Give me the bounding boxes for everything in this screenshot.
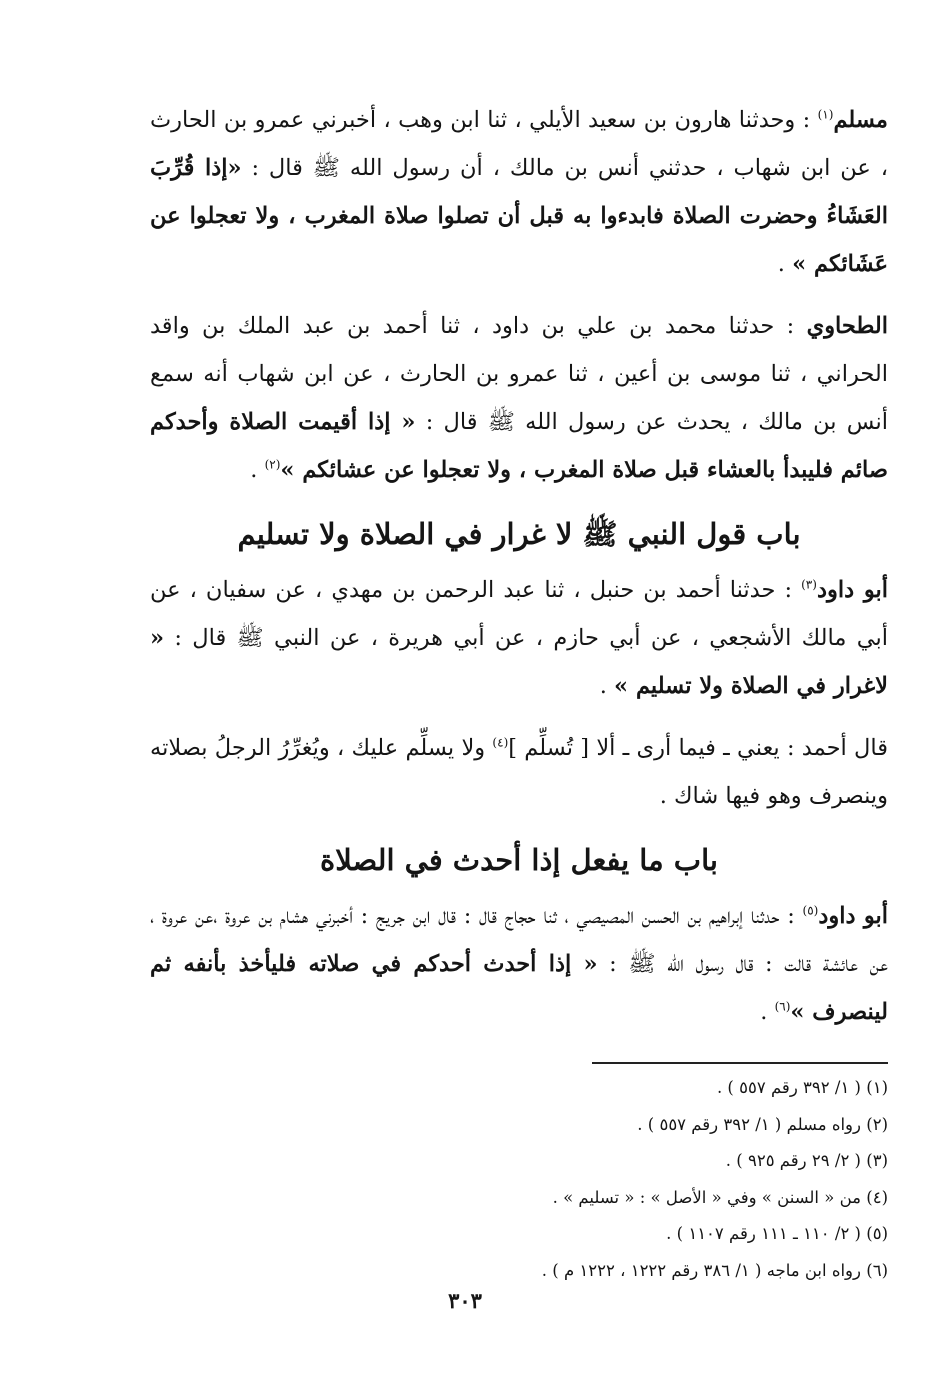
- hadith-quote: « إذا أقيمت الصلاة وأحدكم صائم فليبدأ بالعشاء قبل صلاة المغرب ، ولا تعجلوا عن عشائكم »: [150, 409, 888, 483]
- page-number: ٣٠٣: [448, 1288, 482, 1313]
- paragraph-end: .: [760, 999, 775, 1025]
- chapter-heading: باب ما يفعل إذا أحدث في الصلاة: [320, 843, 718, 877]
- isnad-text: : حدثنا محمد بن علي بن داود ، ثنا أحمد بن عبد الملك بن واقد الحراني ، ثنا موسى بن أعين ، ثنا عمرو بن الحارث ، عن ابن شهاب أنه سمع أنس بن مالك ، يحدث عن رسول الله ﷺ قال :: [150, 313, 889, 435]
- narrator-name: الطحاوي: [806, 313, 888, 339]
- page-content: [150, 96, 888, 1289]
- paragraph-muslim: [150, 96, 888, 288]
- paragraph-ahmad: [150, 724, 888, 820]
- narrator-name: مسلم: [833, 107, 888, 133]
- paragraph-end: .: [250, 457, 265, 483]
- hadith-quote: « لاغرار في الصلاة ولا تسليم »: [150, 625, 888, 699]
- footnote-item: (٤) من « السنن » وفي « الأصل » : « تسليم » .: [552, 1187, 888, 1207]
- commentary-text-end: ولا يسلِّم عليك ، ويُغرِّرُ الرجلُ بصلاته وينصرف وهو فيها شاك .: [150, 735, 888, 809]
- isnad-text: : حدثنا أحمد بن حنبل ، ثنا عبد الرحمن بن مهدي ، عن سفيان ، عن أبي مالك الأشجعي ، عن أبي حازم ، عن أبي هريرة ، عن النبي ﷺ قال :: [150, 577, 888, 651]
- paragraph-end: .: [777, 251, 793, 277]
- commentary-text: قال أحمد : يعني ـ فيما أرى ـ ألا [ تُسلِّم ]: [508, 735, 888, 761]
- footnotes-list: [150, 1070, 888, 1289]
- footnote-item: (٢) رواه مسلم ( ١/ ٣٩٢ رقم ٥٥٧ ) .: [637, 1114, 888, 1134]
- footnote-item: (٥) ( ٢/ ١١٠ ـ ١١١ رقم ١١٠٧ ) .: [666, 1224, 888, 1243]
- hadith-quote: «إذا قُرِّبَ العَشَاءُ وحضرت الصلاة فابدءوا به قبل أن تصلوا صلاة المغرب ، ولا تعجلوا عن عَشَائكم »: [150, 155, 888, 277]
- chapter-heading: باب قول النبي ﷺ لا غرار في الصلاة ولا تسليم: [237, 517, 801, 551]
- footnote-item: (٣) ( ٢/ ٢٩ رقم ٩٢٥ ) .: [725, 1151, 888, 1170]
- footnote-ref[interactable]: (٤): [492, 735, 509, 750]
- footnote-ref[interactable]: (٢): [264, 457, 281, 472]
- narrator-name: أبو داود: [818, 903, 888, 929]
- hadith-quote: « إذا أحدث أحدكم في صلاته فليأخذ بأنفه ثم لينصرف »: [150, 951, 888, 1025]
- footnote-item: (١) ( ١/ ٣٩٢ رقم ٥٥٧ ) .: [716, 1078, 888, 1097]
- footnote-ref[interactable]: (١): [817, 107, 834, 122]
- footnote-ref[interactable]: (٦): [774, 999, 791, 1014]
- footnote-ref[interactable]: (٣): [801, 577, 817, 592]
- isnad-text: : وحدثنا هارون بن سعيد الأيلي ، ثنا ابن وهب ، أخبرني عمرو بن الحارث ، عن ابن شهاب ، حدثني أنس بن مالك ، أن رسول الله ﷺ قال :: [150, 107, 888, 181]
- paragraph-tahawi: [150, 302, 888, 494]
- isnad-text: : حدثنا إبراهيم بن الحسن المصيصي ، ثنا حجاج قال : قال ابن جريج : أخبرني هشام بن عروة ،عن عروة ، عن عائشة قالت : قال رسول الله ﷺ :: [150, 903, 888, 977]
- narrator-name: أبو داود: [816, 577, 888, 603]
- paragraph-end: .: [599, 673, 615, 699]
- footnote-ref[interactable]: (٥): [802, 903, 819, 918]
- paragraph-abu-dawud-1: [150, 566, 888, 710]
- footnote-item: (٦) رواه ابن ماجه ( ١/ ٣٨٦ رقم ١٢٢٢ ، ١٢٢٢ م ) .: [541, 1260, 888, 1280]
- footnote-divider: [592, 1062, 888, 1064]
- paragraph-abu-dawud-2: [150, 892, 888, 1036]
